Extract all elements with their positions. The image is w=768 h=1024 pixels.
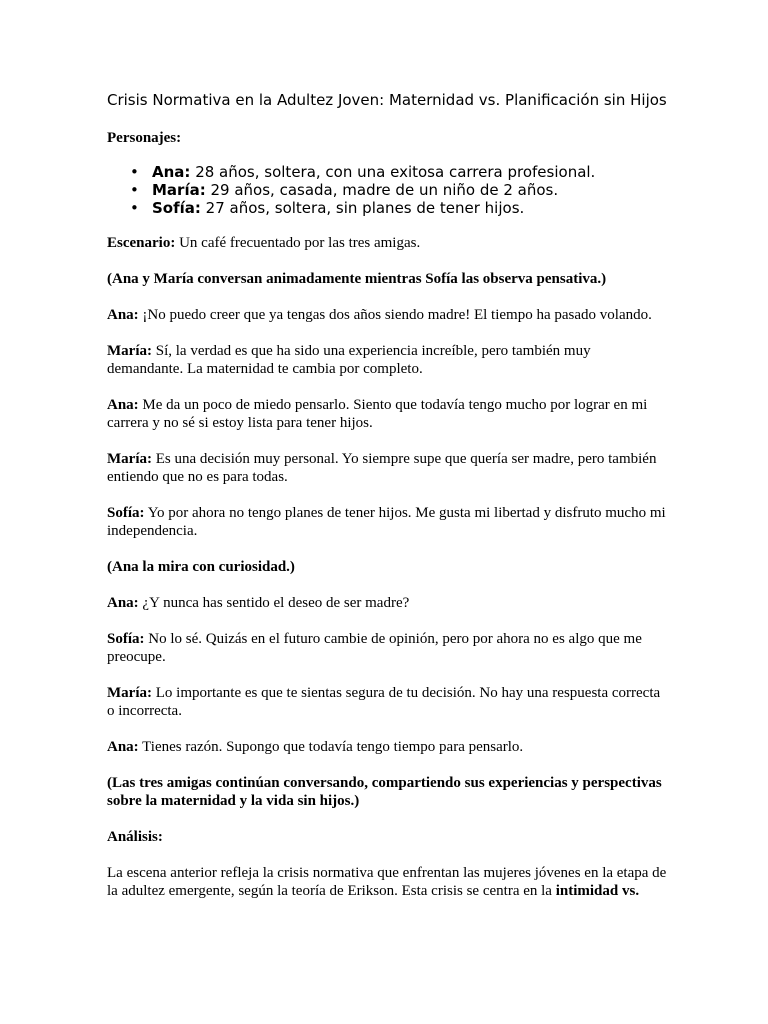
- dialogue-line: [107, 504, 667, 540]
- dialogue-text: Es una decisión muy personal. Yo siempre supe que quería ser madre, pero también entiendo que no es para todas.: [107, 451, 657, 485]
- dialogue-line: [107, 396, 667, 432]
- speaker-name: Sofía:: [107, 505, 145, 521]
- dialogue-text: No lo sé. Quizás en el futuro cambie de opinión, pero por ahora no es algo que me preocupe.: [107, 631, 642, 665]
- speaker-name: Ana:: [107, 595, 139, 611]
- speaker-name: Ana:: [107, 397, 139, 413]
- dialogue-text: ¿Y nunca has sentido el deseo de ser madre?: [138, 595, 410, 611]
- character-name: Ana:: [152, 163, 191, 181]
- dialogue-text: Tienes razón. Supongo que todavía tengo tiempo para pensarlo.: [138, 739, 524, 755]
- list-item: [130, 181, 667, 199]
- dialogue-line: [107, 738, 667, 756]
- dialogue-text: Lo importante es que te sientas segura de tu decisión. No hay una respuesta correcta o incorrecta.: [107, 685, 661, 719]
- bullet-icon: •: [130, 163, 139, 181]
- dialogue-line: [107, 630, 667, 666]
- stage-direction: (Las tres amigas continúan conversando, compartiendo sus experiencias y perspectivas sobre la maternidad y la vida sin hijos.): [107, 775, 662, 809]
- stage-direction: (Ana la mira con curiosidad.): [107, 559, 295, 575]
- document-page: [107, 90, 667, 918]
- list-item: [130, 199, 667, 217]
- character-description: 29 años, casada, madre de un niño de 2 años.: [205, 181, 559, 199]
- dialogue-line: [107, 594, 667, 612]
- dialogue-line: [107, 342, 667, 378]
- dialogue-text: ¡No puedo creer que ya tengas dos años siendo madre! El tiempo ha pasado volando.: [138, 307, 652, 323]
- setting-text: Un café frecuentado por las tres amigas.: [175, 235, 421, 251]
- character-description: 28 años, soltera, con una exitosa carrera profesional.: [190, 163, 596, 181]
- character-description: 27 años, soltera, sin planes de tener hijos.: [200, 199, 525, 217]
- character-name: Sofía:: [152, 199, 201, 217]
- bullet-icon: •: [130, 199, 139, 217]
- stage-direction: (Ana y María conversan animadamente mientras Sofía las observa pensativa.): [107, 271, 607, 287]
- analysis-emphasis: intimidad vs.: [555, 883, 640, 899]
- dialogue-text: Me da un poco de miedo pensarlo. Siento que todavía tengo mucho por lograr en mi carrera y no sé si estoy lista para tener hijos.: [107, 397, 648, 431]
- dialogue-line: [107, 684, 667, 720]
- list-item: [130, 163, 667, 181]
- speaker-name: María:: [107, 451, 152, 467]
- character-name: María:: [152, 181, 206, 199]
- characters-list: [107, 163, 667, 217]
- speaker-name: Sofía:: [107, 631, 145, 647]
- dialogue-line: [107, 306, 667, 324]
- dialogue-text: Sí, la verdad es que ha sido una experiencia increíble, pero también muy demandante. La maternidad te cambia por completo.: [107, 343, 591, 377]
- speaker-name: María:: [107, 343, 152, 359]
- speaker-name: Ana:: [107, 307, 139, 323]
- analysis-text: La escena anterior refleja la crisis normativa que enfrentan las mujeres jóvenes en la etapa de la adultez emergente, según la teoría de Erikson. Esta crisis se centra en la: [107, 865, 667, 899]
- setting-label: Escenario:: [107, 235, 176, 251]
- analysis-paragraph: [107, 864, 667, 900]
- dialogue-line: [107, 450, 667, 486]
- speaker-name: Ana:: [107, 739, 139, 755]
- characters-label: Personajes:: [107, 130, 182, 146]
- document-title: Crisis Normativa en la Adultez Joven: Maternidad vs. Planificación sin Hijos: [107, 91, 667, 109]
- dialogue-text: Yo por ahora no tengo planes de tener hijos. Me gusta mi libertad y disfruto mucho mi independencia.: [107, 505, 666, 539]
- speaker-name: María:: [107, 685, 152, 701]
- setting-paragraph: [107, 234, 667, 252]
- analysis-label: Análisis:: [107, 829, 163, 845]
- bullet-icon: •: [130, 181, 139, 199]
